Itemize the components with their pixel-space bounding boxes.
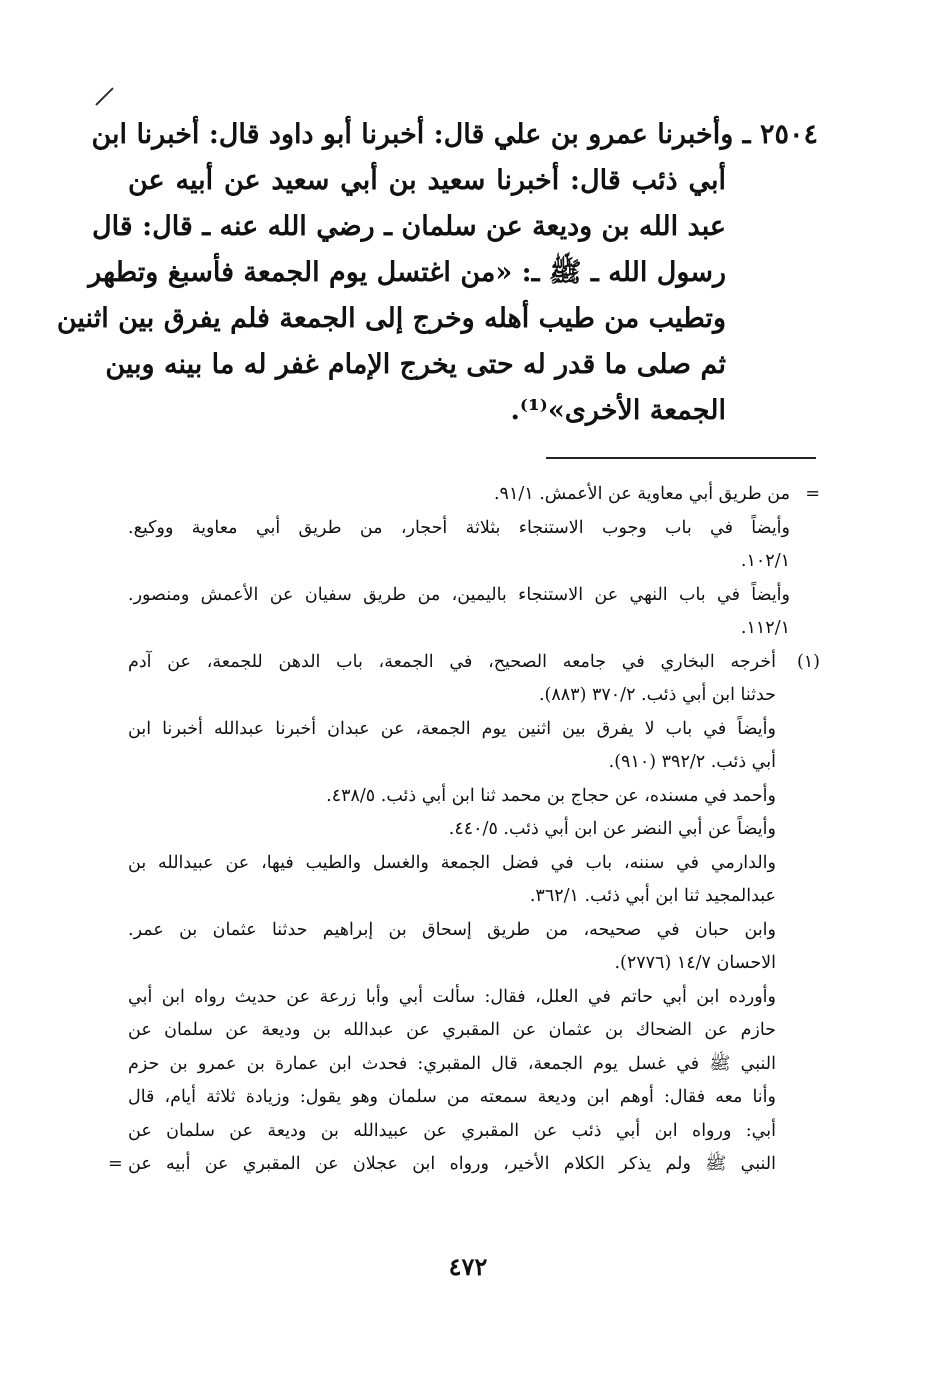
hadith-line: عبد الله بن وديعة عن سلمان ـ رضي الله عنه ـ قال: قال xyxy=(91,211,726,242)
footnote-line: أبي: ورواه ابن أبي ذئب عن المقبري عن عبيدالله بن وديعة عن سلمان عن xyxy=(128,1120,776,1141)
footnote-line: الاحسان ١٤/٧ (٢٧٧٦). xyxy=(614,953,776,973)
hadith-line: أبي ذئب قال: أخبرنا سعيد بن أبي سعيد عن أبيه عن xyxy=(128,165,726,196)
footnote-line: والدارمي في سننه، باب في فضل الجمعة والغسل والطيب فيها، عن عبيدالله بن xyxy=(128,852,776,873)
continuation-marker: = xyxy=(108,1154,123,1174)
footnote-number: (١) xyxy=(796,651,820,672)
hadith-text xyxy=(56,112,818,434)
footnote-line: وأيضاً في باب النهي عن الاستنجاء باليمين، من طريق سفيان عن الأعمش ومنصور. xyxy=(128,584,790,605)
footnote-line: وأيضاً في باب وجوب الاستنجاء بثلاثة أحجار، من طريق أبي معاوية ووكيع. xyxy=(128,517,790,538)
hadith-line: الجمعة الأخرى»⁽¹⁾. xyxy=(510,395,726,426)
hadith-line: ٢٥٠٤ ـ وأخبرنا عمرو بن علي قال: أخبرنا أبو داود قال: أخبرنا ابن xyxy=(91,119,818,150)
footnote-line: وابن حبان في صحيحه، من طريق إسحاق بن إبراهيم حدثنا عثمان بن عمر. xyxy=(128,919,776,940)
page-number: ٤٧٢ xyxy=(448,1252,488,1281)
footnote-line: حازم عن الضحاك بن عثمان عن المقبري عن عبدالله بن وديعة عن سلمان عن xyxy=(128,1020,776,1040)
footnote-line: ١١٢/١. xyxy=(740,618,790,638)
hadith-line: رسول الله ـ ﷺ ـ: «من اغتسل يوم الجمعة فأسبغ وتطهر xyxy=(88,257,726,288)
footnote-line: النبي ﷺ ولم يذكر الكلام الأخير، ورواه ابن عجلان عن المقبري عن أبيه عن xyxy=(128,1154,776,1174)
footnote-line: النبي ﷺ في غسل يوم الجمعة، قال المقبري: فحدث ابن عمارة بن عمرو بن حزم xyxy=(128,1053,776,1074)
hadith-line: ثم صلى ما قدر له حتى يخرج الإمام غفر له ما بينه وبين xyxy=(105,349,726,380)
footnote-line: وأحمد في مسنده، عن حجاج بن محمد ثنا ابن أبي ذئب. ٤٣٨/٥. xyxy=(326,785,776,806)
footnote-line: حدثنا ابن أبي ذئب. ٣٧٠/٢ (٨٨٣). xyxy=(538,685,776,705)
footnote-line: عبدالمجيد ثنا ابن أبي ذئب. ٣٦٢/١. xyxy=(529,886,776,906)
footnote-line: وأيضاً في باب لا يفرق بين اثنين يوم الجمعة، عن عبدان أخبرنا عبدالله أخبرنا ابن xyxy=(128,718,776,739)
footnote-separator xyxy=(546,457,816,459)
footnote-line: من طريق أبي معاوية عن الأعمش. ٩١/١. xyxy=(493,484,790,504)
footnote-line: وأنا معه فقال: أوهم ابن وديعة سمعته من سلمان وهو يقول: وزيادة ثلاثة أيام، قال xyxy=(128,1087,776,1107)
footnote-line: أبي ذئب. ٣٩٢/٢ (٩١٠). xyxy=(608,752,776,772)
footnote-line: ١٠٢/١. xyxy=(740,551,790,571)
hadith-line: وتطيب من طيب أهله وخرج إلى الجمعة فلم يفرق بين اثنين xyxy=(56,303,726,334)
footnote-line: وأورده ابن أبي حاتم في العلل، فقال: سألت أبي وأبا زرعة عن حديث رواه ابن أبي xyxy=(128,986,776,1007)
footnote-line: وأيضاً عن أبي النضر عن ابن أبي ذئب. ٤٤٠/٥. xyxy=(448,819,776,839)
margin-pen-mark xyxy=(95,87,113,105)
continuation-marker: = xyxy=(805,484,820,504)
footnotes xyxy=(108,478,820,1182)
footnote-line: أخرجه البخاري في جامعه الصحيح، في الجمعة، باب الدهن للجمعة، عن آدم xyxy=(128,651,776,672)
